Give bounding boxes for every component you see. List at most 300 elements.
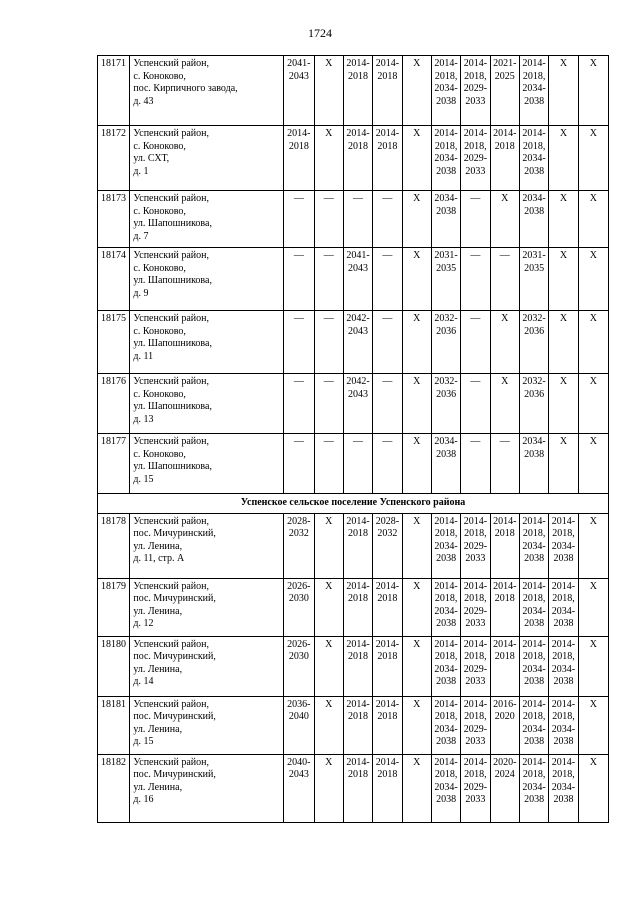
cell-line: 2038 — [436, 165, 457, 177]
cell-line: 2035 — [524, 262, 545, 274]
cell-line: 2018, — [434, 593, 458, 604]
cell-line: 2029- — [463, 605, 488, 617]
cell-line: 2043 — [288, 70, 309, 82]
address-line: Успенский район, — [133, 580, 209, 592]
period-cell — [549, 696, 578, 754]
period-cell — [490, 126, 519, 191]
address-line: с. Коноково, — [133, 262, 186, 274]
cell-line: X — [589, 128, 597, 139]
row-number: 18182 — [98, 754, 130, 822]
cell-line: — — [353, 193, 364, 204]
period-cell — [284, 578, 314, 636]
address-line: Успенский район, — [133, 376, 209, 387]
cell-line: 2029- — [463, 153, 488, 164]
cell-line: 2018 — [377, 651, 398, 662]
cell-line: 2018, — [434, 70, 458, 82]
cell-line: 2014- — [463, 756, 488, 768]
cell-line: X — [413, 376, 421, 387]
cell-line: X — [413, 193, 421, 204]
period-cell — [490, 696, 519, 754]
period-cell — [431, 191, 460, 248]
cell-line: 2038 — [553, 618, 574, 629]
period-cell — [402, 191, 431, 248]
cell-line: — — [323, 250, 334, 261]
cell-line: 2018, — [552, 769, 575, 780]
address-line: д. 1 — [133, 165, 149, 177]
period-cell — [431, 311, 460, 374]
period-cell — [578, 578, 608, 636]
period-cell — [402, 56, 431, 126]
cell-line: X — [501, 313, 509, 324]
cell-line: X — [589, 376, 597, 387]
period-cell — [402, 434, 431, 494]
period-cell — [519, 696, 548, 754]
period-cell — [461, 248, 490, 311]
period-cell — [461, 696, 490, 754]
table-row — [98, 248, 609, 311]
cell-line: X — [413, 580, 421, 592]
cell-line: — — [470, 436, 481, 447]
cell-line: 2018 — [377, 70, 398, 82]
table-row — [98, 311, 609, 374]
address-line: д. 43 — [133, 95, 154, 107]
period-cell — [461, 374, 490, 434]
cell-line: 2014- — [375, 58, 400, 69]
period-cell — [549, 578, 578, 636]
cell-line: X — [413, 698, 421, 710]
period-cell — [284, 754, 314, 822]
period-cell — [461, 191, 490, 248]
period-cell — [284, 374, 314, 434]
cell-line: 2018, — [464, 140, 487, 152]
period-cell — [519, 434, 548, 494]
cell-line: 2028- — [375, 515, 400, 527]
cell-line: 2014- — [522, 756, 546, 768]
address-line: Успенский район, — [133, 756, 209, 768]
cell-line: 2014- — [346, 58, 370, 69]
period-cell — [431, 754, 460, 822]
period-cell — [373, 126, 402, 191]
cell-line: 2032- — [522, 376, 546, 387]
cell-line: 2032 — [288, 528, 309, 539]
address-line: пос. Мичуринский, — [133, 711, 216, 722]
cell-line: 2041- — [346, 250, 370, 261]
period-cell — [461, 56, 490, 126]
address-line: пос. Мичуринский, — [133, 769, 216, 780]
cell-line: 2034- — [551, 663, 576, 675]
register-table — [97, 55, 609, 823]
period-cell — [373, 434, 402, 494]
period-cell — [578, 191, 608, 248]
cell-line: 2014- — [434, 580, 458, 592]
address-line: с. Коноково, — [133, 448, 186, 460]
cell-line: 2030 — [288, 651, 309, 662]
cell-line: 2014- — [551, 638, 576, 650]
cell-line: X — [589, 515, 597, 527]
rows-before — [98, 56, 609, 494]
cell-line: 2014- — [434, 58, 458, 69]
cell-line: 2014- — [463, 698, 488, 710]
address-cell — [130, 696, 284, 754]
cell-line: 2033 — [465, 676, 486, 687]
row-number: 18180 — [98, 636, 130, 696]
period-cell — [373, 754, 402, 822]
period-cell — [314, 56, 343, 126]
cell-line: 2014- — [463, 638, 488, 650]
cell-line: — — [323, 193, 334, 204]
cell-line: X — [559, 313, 568, 324]
cell-line: 2034- — [522, 723, 546, 735]
cell-line: X — [413, 58, 421, 69]
address-line: пос. Кирпичного завода, — [133, 83, 238, 94]
cell-line: — — [323, 313, 334, 324]
cell-line: 2025 — [494, 70, 515, 82]
cell-line: 2014- — [434, 638, 458, 650]
cell-line: 2034- — [551, 605, 576, 617]
page-number: 1724 — [308, 26, 332, 40]
cell-line: 2014- — [493, 128, 517, 139]
cell-line: — — [293, 436, 304, 447]
cell-line: 2018 — [348, 70, 369, 82]
cell-line: 2018, — [522, 70, 546, 82]
cell-line: 2034- — [434, 153, 458, 164]
address-cell — [130, 191, 284, 248]
cell-line: 2014- — [375, 638, 400, 650]
address-line: д. 15 — [133, 736, 154, 747]
cell-line: — — [323, 436, 334, 447]
cell-line: X — [413, 756, 421, 768]
table-row — [98, 434, 609, 494]
cell-line: 2014- — [522, 638, 546, 650]
period-cell — [284, 126, 314, 191]
cell-line: 2034- — [434, 663, 458, 675]
period-cell — [549, 126, 578, 191]
cell-line: 2018 — [348, 711, 369, 722]
cell-line: — — [382, 193, 393, 204]
cell-line: 2038 — [436, 553, 457, 564]
cell-line: 2014- — [375, 698, 400, 710]
period-cell — [549, 374, 578, 434]
table-row — [98, 513, 609, 578]
cell-line: — — [293, 193, 304, 204]
address-line: ул. Ленина, — [133, 723, 183, 735]
cell-line: X — [325, 756, 333, 768]
period-cell — [578, 248, 608, 311]
cell-line: 2018, — [434, 651, 458, 662]
period-cell — [549, 56, 578, 126]
cell-line: 2014- — [434, 128, 458, 139]
period-cell — [284, 513, 314, 578]
cell-line: 2043 — [348, 388, 369, 400]
period-cell — [314, 513, 343, 578]
period-cell — [578, 126, 608, 191]
period-cell — [373, 56, 402, 126]
cell-line: 2018 — [494, 528, 515, 539]
cell-line: 2038 — [524, 676, 545, 687]
cell-line: X — [589, 313, 597, 324]
cell-line: 2014- — [522, 580, 546, 592]
period-cell — [314, 636, 343, 696]
cell-line: 2014- — [375, 128, 400, 139]
cell-line: X — [413, 128, 421, 139]
cell-line: 2029- — [463, 663, 488, 675]
period-cell — [402, 636, 431, 696]
period-cell — [343, 513, 372, 578]
address-line: Успенский район, — [133, 638, 209, 650]
period-cell — [578, 754, 608, 822]
period-cell — [314, 374, 343, 434]
cell-line: X — [325, 128, 333, 139]
address-line: д. 9 — [133, 287, 149, 299]
cell-line: 2034- — [434, 193, 458, 204]
address-line: Успенский район, — [133, 128, 209, 139]
cell-line: 2036 — [436, 388, 457, 400]
cell-line: 2021- — [493, 58, 517, 69]
period-cell — [519, 374, 548, 434]
cell-line: 2014- — [522, 698, 546, 710]
cell-line: 2014- — [493, 638, 517, 650]
cell-line: 2040 — [288, 711, 309, 722]
cell-line: X — [413, 250, 421, 261]
period-cell — [578, 56, 608, 126]
cell-line: 2029- — [463, 723, 488, 735]
cell-line: 2018, — [464, 70, 487, 82]
address-line: Успенский район, — [133, 193, 209, 204]
cell-line: — — [323, 376, 334, 387]
period-cell — [343, 191, 372, 248]
row-number: 18178 — [98, 513, 130, 578]
period-cell — [490, 754, 519, 822]
cell-line: 2040- — [287, 756, 311, 768]
period-cell — [549, 191, 578, 248]
cell-line: 2036 — [436, 325, 457, 337]
period-cell — [402, 248, 431, 311]
cell-line: 2026- — [287, 580, 311, 592]
period-cell — [519, 248, 548, 311]
cell-line: 2014- — [434, 698, 458, 710]
cell-line: 2018, — [522, 711, 546, 722]
period-cell — [402, 374, 431, 434]
period-cell — [461, 754, 490, 822]
cell-line: — — [293, 250, 304, 261]
cell-line: 2034- — [522, 153, 546, 164]
row-number: 18177 — [98, 434, 130, 494]
period-cell — [343, 56, 372, 126]
cell-line: 2038 — [524, 165, 545, 177]
period-cell — [284, 311, 314, 374]
cell-line: 2014- — [522, 515, 546, 527]
cell-line: 2014- — [346, 515, 370, 527]
cell-line: 2018, — [522, 651, 546, 662]
period-cell — [461, 513, 490, 578]
cell-line: 2018, — [522, 593, 546, 604]
rows-after — [98, 513, 609, 822]
cell-line: 2018, — [522, 769, 546, 780]
address-line: с. Коноково, — [133, 388, 186, 400]
cell-line: 2014- — [287, 128, 311, 139]
row-number: 18176 — [98, 374, 130, 434]
cell-line: 2014- — [551, 698, 576, 710]
period-cell — [519, 56, 548, 126]
address-line: с. Коноково, — [133, 140, 186, 152]
cell-line: 2018, — [464, 769, 487, 780]
cell-line: X — [501, 193, 509, 204]
cell-line: 2038 — [436, 794, 457, 805]
cell-line: 2014- — [463, 515, 488, 527]
period-cell — [314, 578, 343, 636]
period-cell — [431, 126, 460, 191]
address-line: д. 15 — [133, 473, 154, 485]
period-cell — [431, 636, 460, 696]
address-cell — [130, 248, 284, 311]
address-line: д. 11 — [133, 350, 154, 362]
cell-line: — — [470, 313, 481, 324]
period-cell — [431, 56, 460, 126]
address-line: ул. Ленина, — [133, 663, 183, 675]
period-cell — [519, 191, 548, 248]
cell-line: 2024 — [494, 769, 515, 780]
period-cell — [373, 578, 402, 636]
period-cell — [431, 513, 460, 578]
cell-line: 2014- — [346, 756, 370, 768]
cell-line: 2032- — [522, 313, 546, 324]
cell-line: 2038 — [524, 95, 545, 107]
period-cell — [578, 513, 608, 578]
cell-line: 2014- — [346, 698, 370, 710]
cell-line: 2018 — [494, 593, 515, 604]
cell-line: 2034- — [522, 193, 546, 204]
address-line: ул. СХТ, — [133, 153, 170, 164]
address-line: д. 12 — [133, 618, 154, 629]
address-cell — [130, 754, 284, 822]
cell-line: 2038 — [524, 448, 545, 460]
period-cell — [284, 248, 314, 311]
cell-line: X — [413, 515, 421, 527]
period-cell — [373, 636, 402, 696]
period-cell — [549, 513, 578, 578]
period-cell — [431, 696, 460, 754]
cell-line: 2014- — [493, 515, 517, 527]
cell-line: 2038 — [524, 553, 545, 564]
cell-line: 2038 — [436, 618, 457, 629]
address-cell — [130, 513, 284, 578]
cell-line: — — [499, 436, 510, 447]
cell-line: — — [470, 250, 481, 261]
period-cell — [431, 374, 460, 434]
period-cell — [490, 578, 519, 636]
cell-line: X — [325, 515, 333, 527]
period-cell — [402, 513, 431, 578]
cell-line: — — [470, 193, 481, 204]
address-line: с. Коноково, — [133, 70, 186, 82]
cell-line: X — [325, 58, 333, 69]
period-cell — [519, 311, 548, 374]
cell-line: 2038 — [436, 95, 457, 107]
period-cell — [284, 191, 314, 248]
address-line: д. 16 — [133, 794, 154, 805]
period-cell — [314, 696, 343, 754]
cell-line: 2018 — [494, 651, 515, 662]
cell-line: 2016- — [493, 698, 517, 710]
cell-line: 2032- — [434, 313, 458, 324]
address-line: ул. Шапошникова, — [133, 218, 212, 229]
cell-line: 2020 — [494, 711, 515, 722]
period-cell — [519, 126, 548, 191]
cell-line: 2018 — [377, 769, 398, 780]
cell-line: 2014- — [463, 580, 488, 592]
cell-line: 2018, — [434, 528, 458, 539]
period-cell — [578, 696, 608, 754]
cell-line: X — [559, 128, 568, 139]
cell-line: 2038 — [524, 205, 545, 217]
address-line: Успенский район, — [133, 436, 209, 447]
cell-line: 2038 — [436, 736, 457, 747]
address-cell — [130, 311, 284, 374]
period-cell — [284, 434, 314, 494]
cell-line: 2034- — [522, 781, 546, 793]
table-row — [98, 191, 609, 248]
period-cell — [490, 513, 519, 578]
cell-line: X — [589, 638, 597, 650]
period-cell — [578, 374, 608, 434]
cell-line: 2014- — [346, 638, 370, 650]
period-cell — [343, 311, 372, 374]
row-number: 18172 — [98, 126, 130, 191]
cell-line: X — [589, 698, 597, 710]
period-cell — [314, 126, 343, 191]
cell-line: 2014- — [463, 58, 488, 69]
cell-line: 2018, — [434, 769, 458, 780]
period-cell — [549, 636, 578, 696]
cell-line: — — [382, 376, 393, 387]
cell-line: — — [499, 250, 510, 261]
address-line: ул. Шапошникова, — [133, 461, 212, 472]
cell-line: 2043 — [348, 325, 369, 337]
table-row — [98, 636, 609, 696]
cell-line: 2018 — [377, 140, 398, 152]
row-number: 18173 — [98, 191, 130, 248]
cell-line: 2038 — [524, 736, 545, 747]
cell-line: 2029- — [463, 781, 488, 793]
period-cell — [343, 126, 372, 191]
period-cell — [284, 56, 314, 126]
period-cell — [373, 191, 402, 248]
cell-line: — — [382, 250, 393, 261]
address-line: ул. Ленина, — [133, 781, 183, 793]
period-cell — [461, 636, 490, 696]
period-cell — [402, 696, 431, 754]
cell-line: 2018, — [464, 711, 487, 722]
cell-line: 2018, — [434, 711, 458, 722]
period-cell — [373, 513, 402, 578]
address-line: ул. Ленина, — [133, 605, 183, 617]
cell-line: 2034- — [551, 540, 576, 552]
period-cell — [314, 248, 343, 311]
address-cell — [130, 434, 284, 494]
cell-line: 2034- — [522, 605, 546, 617]
section-row — [98, 494, 609, 514]
address-line: пос. Мичуринский, — [133, 651, 216, 662]
cell-line: 2041- — [287, 58, 311, 69]
period-cell — [343, 578, 372, 636]
table-row — [98, 578, 609, 636]
period-cell — [578, 636, 608, 696]
cell-line: 2033 — [465, 95, 486, 107]
cell-line: 2033 — [465, 618, 486, 629]
cell-line: X — [559, 436, 568, 447]
row-number: 18174 — [98, 248, 130, 311]
cell-line: — — [382, 313, 393, 324]
